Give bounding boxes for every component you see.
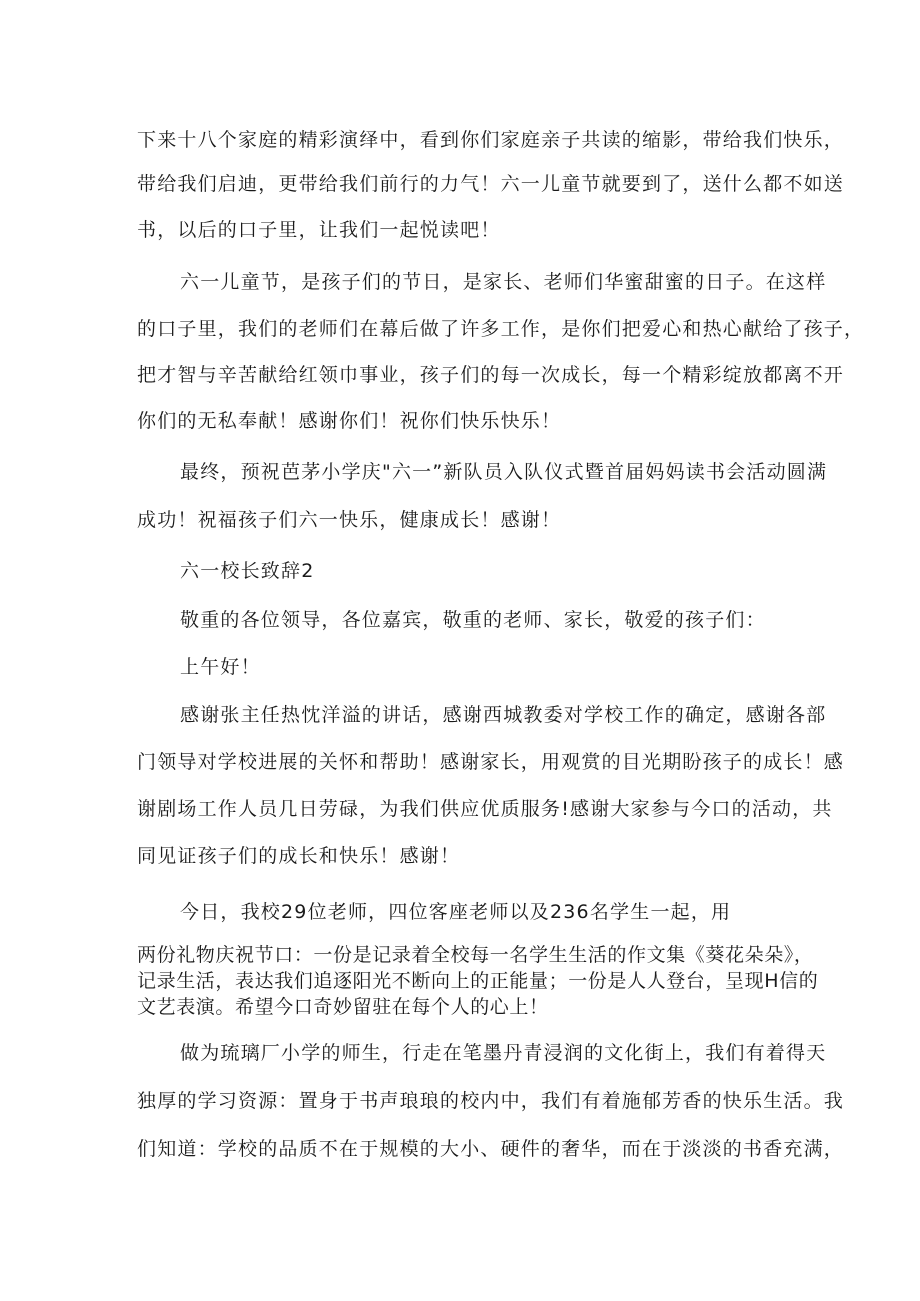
paragraph-line: 的口子里，我们的老师们在幕后做了许多工作，是你们把爱心和热心献给了孩子， <box>137 318 865 340</box>
paragraph-line: 成功！祝福孩子们六一快乐，健康成长！感谢！ <box>137 509 562 531</box>
paragraph-line: 做为琉璃厂小学的师生，行走在笔墨丹青浸润的文化街上，我们有着得天 <box>180 1042 827 1064</box>
paragraph-line: 同见证孩子们的成长和快乐！感谢！ <box>137 845 461 867</box>
paragraph-line: 下来十八个家庭的精彩演绎中，看到你们家庭亲子共读的缩影，带给我们快乐， <box>137 129 845 151</box>
paragraph-line: 谢剧场工作人员几日劳碌，为我们供应优质服务!感谢大家参与今口的活动，共 <box>137 798 833 820</box>
paragraph-line: 六一儿童节，是孩子们的节日，是家长、老师们华蜜甜蜜的日子。在这样 <box>180 271 827 293</box>
paragraph-line: 文艺表演。希望今口奇妙留驻在每个人的心上！ <box>137 996 549 1018</box>
paragraph-line: 感谢张主任热忱洋溢的讲话，感谢西城教委对学校工作的确定，感谢各部 <box>180 704 827 726</box>
paragraph-line: 你们的无私奉献！感谢你们！祝你们快乐快乐！ <box>137 410 562 432</box>
paragraph-line: 把才智与辛苦献给红领巾事业，孩子们的每一次成长，每一个精彩绽放都离不开 <box>137 364 845 386</box>
paragraph-line: 独厚的学习资源：置身于书声琅琅的校内中，我们有着施郁芳香的快乐生活。我 <box>137 1090 845 1112</box>
paragraph-line: 最终，预祝芭茅小学庆"六一”新队员入队仪式暨首届妈妈读书会活动圆满 <box>180 461 828 483</box>
paragraph-line: 书，以后的口子里，让我们一起悦读吧！ <box>137 219 501 241</box>
section-heading: 六一校长致辞2 <box>180 560 315 582</box>
paragraph-line: 记录生活，表达我们追逐阳光不断向上的正能量；一份是人人登台，呈现H信的 <box>137 970 819 992</box>
paragraph-line: 带给我们启迪，更带给我们前行的力气！六一儿童节就要到了，送什么都不如送 <box>137 173 845 195</box>
paragraph-line: 们知道：学校的品质不在于规模的大小、硬件的奢华，而在于淡淡的书香充满， <box>137 1138 845 1160</box>
paragraph-line: 两份礼物庆祝节口：一份是记录着全校每一名学生生活的作文集《葵花朵朵》， <box>137 944 814 966</box>
paragraph-line: 今日，我校29位老师，四位客座老师以及236名学生一起，用 <box>180 901 732 923</box>
greeting-line: 上午好！ <box>180 656 261 678</box>
salutation-line: 敬重的各位领导，各位嘉宾，敬重的老师、家长，敬爱的孩子们： <box>180 609 766 631</box>
paragraph-line: 门领导对学校进展的关怀和帮助！感谢家长，用观赏的目光期盼孩子的成长！感 <box>137 751 845 773</box>
